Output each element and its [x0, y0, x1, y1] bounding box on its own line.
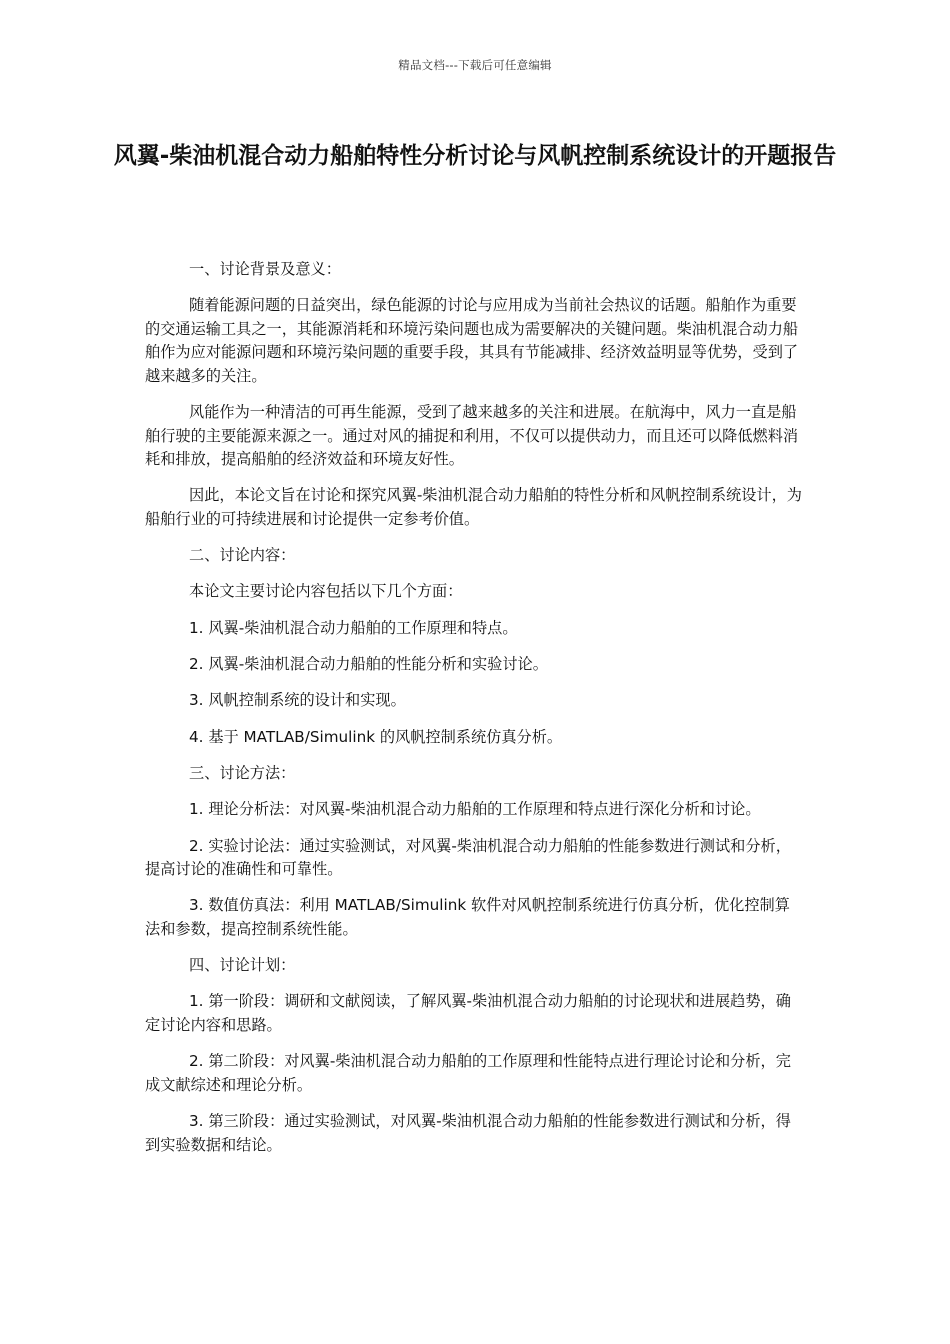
- list-item: 2. 实验讨论法：通过实验测试，对风翼-柴油机混合动力船舶的性能参数进行测试和分析，提高讨论的准确性和可靠性。: [145, 836, 791, 879]
- list-item: 2. 风翼-柴油机混合动力船舶的性能分析和实验讨论。: [189, 655, 548, 674]
- section-heading-plan: 四、讨论计划：: [189, 956, 296, 975]
- page-header: 精品文档---下载后可任意编辑: [398, 58, 552, 72]
- list-item: 1. 第一阶段：调研和文献阅读，了解风翼-柴油机混合动力船舶的讨论现状和进展趋势，确定讨论内容和思路。: [145, 992, 791, 1034]
- paragraph-energy-context: 随着能源问题的日益突出，绿色能源的讨论与应用成为当前社会热议的话题。船舶作为重要的交通运输工具之一，其能源消耗和环境污染问题也成为需要解决的关键问题。柴油机混合动力船舶作为应对能源问题和环境污染问题的重要手段，其具有节能减排、经济效益明显等优势，受到了越来越多的关注。: [145, 296, 799, 385]
- list-item: 1. 理论分析法：对风翼-柴油机混合动力船舶的工作原理和特点进行深化分析和讨论。: [189, 800, 761, 819]
- paragraph-purpose: 因此，本论文旨在讨论和探究风翼-柴油机混合动力船舶的特性分析和风帆控制系统设计，为船舶行业的可持续进展和讨论提供一定参考价值。: [145, 486, 802, 528]
- list-item: 1. 风翼-柴油机混合动力船舶的工作原理和特点。: [189, 618, 518, 637]
- list-item: 3. 第三阶段：通过实验测试，对风翼-柴油机混合动力船舶的性能参数进行测试和分析，得到实验数据和结论。: [145, 1112, 791, 1154]
- paragraph-wind-energy: 风能作为一种清洁的可再生能源，受到了越来越多的关注和进展。在航海中，风力一直是船舶行驶的主要能源来源之一。通过对风的捕捉和利用，不仅可以提供动力，而且还可以降低燃料消耗和排放，提高船舶的经济效益和环境友好性。: [145, 403, 799, 469]
- list-item: 2. 第二阶段：对风翼-柴油机混合动力船舶的工作原理和性能特点进行理论讨论和分析，完成文献综述和理论分析。: [145, 1052, 791, 1094]
- list-item: 3. 风帆控制系统的设计和实现。: [189, 691, 406, 710]
- section-heading-content: 二、讨论内容：: [189, 546, 296, 565]
- document-body: [145, 258, 805, 1170]
- paragraph-content-intro: 本论文主要讨论内容包括以下几个方面：: [189, 582, 463, 601]
- section-heading-methods: 三、讨论方法：: [189, 763, 296, 782]
- document-title: 风翼-柴油机混合动力船舶特性分析讨论与风帆控制系统设计的开题报告: [113, 143, 837, 169]
- list-item: 4. 基于 MATLAB/Simulink 的风帆控制系统仿真分析。: [189, 727, 563, 746]
- section-heading-background: 一、讨论背景及意义：: [189, 260, 341, 278]
- list-item: 3. 数值仿真法：利用 MATLAB/Simulink 软件对风帆控制系统进行仿真分析，优化控制算法和参数，提高控制系统性能。: [145, 896, 790, 938]
